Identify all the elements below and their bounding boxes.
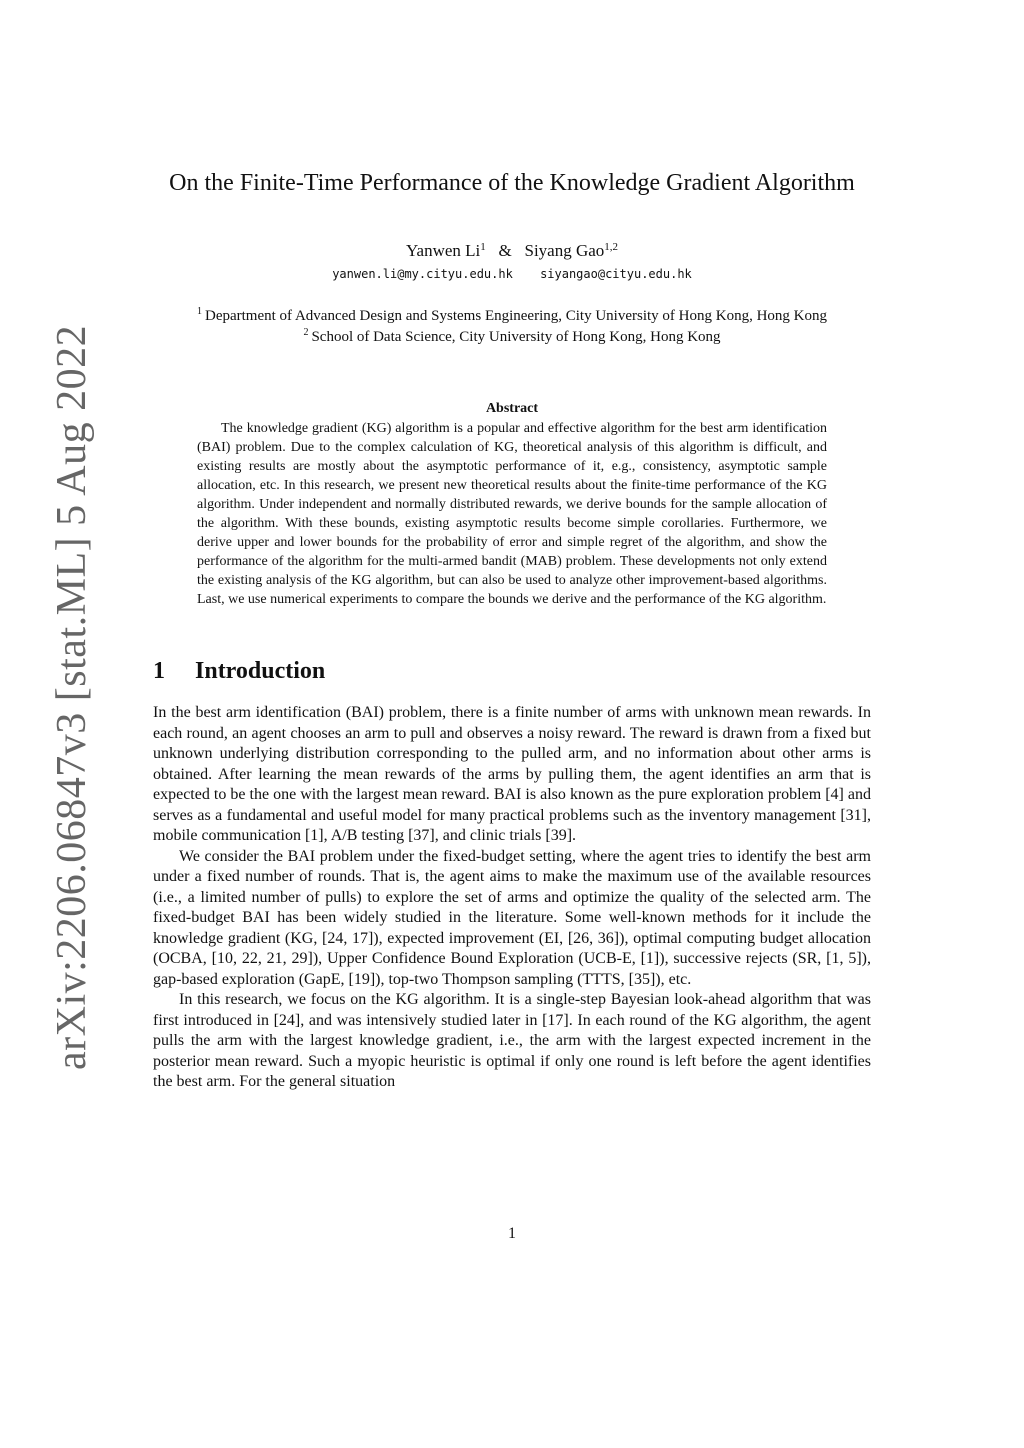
email-link[interactable]: yanwen.li@my.cityu.edu.hk	[332, 267, 513, 281]
affiliation-mark: 2	[303, 327, 309, 338]
affiliation	[153, 306, 871, 327]
abstract-heading: Abstract	[485, 401, 539, 416]
paper-title: On the Finite-Time Performance of the Knowledge Gradient Algorithm	[169, 170, 855, 196]
affiliation	[153, 327, 871, 348]
affiliation-mark: 1	[480, 241, 486, 253]
section-body	[153, 703, 871, 1093]
affiliation-text: Department of Advanced Design and Systems Engineering, City University of Hong Kong, Hong Kong	[205, 308, 827, 324]
author-separator: &	[498, 241, 512, 260]
paragraph: In the best arm identification (BAI) problem, there is a finite number of arms with unknown mean rewards. In each round, an agent chooses an arm to pull and observes a noisy reward. The reward is drawn from a fixed but unknown underlying distribution corresponding to the pulled arm, and no information about other arms is obtained. After learning the mean rewards of the arms by pulling them, the agent identifies an arm that is expected to be the one with the largest mean reward. BAI is also known as the pure exploration problem [4] and serves as a fundamental and useful model for many practical problems such as the inventory management [31], mobile communication [1], A/B testing [37], and clinic trials [39].	[153, 704, 871, 844]
author-name: Yanwen Li	[405, 241, 481, 260]
abstract	[197, 399, 827, 609]
page-number: 1	[508, 1225, 516, 1242]
author-line	[153, 241, 871, 261]
arxiv-identifier: arXiv:2206.06847v3 [stat.ML] 5 Aug 2022	[49, 324, 95, 1070]
paragraph: We consider the BAI problem under the fixed-budget setting, where the agent tries to identify the best arm under a fixed number of rounds. That is, the agent aims to make the maximum use of the available resources (i.e., a limited number of pulls) to explore the set of arms and optimize the quality of the selected arm. The fixed-budget BAI has been widely studied in the literature. Some well-known methods for it include the knowledge gradient (KG, [24, 17]), expected improvement (EI, [26, 36]), optimal computing budget allocation (OCBA, [10, 22, 21, 29]), Upper Confidence Bound Exploration (UCB-E, [1]), successive rejects (SR, [1, 5]), gap-based exploration (GapE, [19]), top-two Thompson sampling (TTTS, [35]), etc.	[153, 847, 871, 988]
affiliations	[153, 306, 871, 348]
abstract-body: The knowledge gradient (KG) algorithm is a popular and effective algorithm for the best arm identification (BAI) problem. Due to the complex calculation of KG, theoretical analysis of this algorithm is difficult, and existing results are mostly about the asymptotic performance of it, e.g., consistency, asymptotic sample allocation, etc. In this research, we present new theoretical results about the finite-time performance of the KG algorithm. Under independent and normally distributed rewards, we derive bounds for the sample allocation of the algorithm. With these bounds, existing asymptotic results become simple corollaries. Furthermore, we derive upper and lower bounds for the probability of error and simple regret of the algorithm, and show the performance of the algorithm for the multi-armed bandit (MAB) problem. These developments not only extend the existing analysis of the KG algorithm, but can also be used to analyze other improvement-based algorithms. Last, we use numerical experiments to compare the bounds we derive and the performance of the KG algorithm.	[197, 421, 827, 607]
affiliation-mark: 1,2	[604, 241, 619, 253]
affiliation-mark: 1	[197, 306, 202, 317]
section-number: 1	[153, 658, 165, 684]
author-name: Siyang Gao	[524, 241, 605, 260]
email-link[interactable]: siyangao@cityu.edu.hk	[540, 267, 692, 281]
author-emails	[153, 267, 871, 281]
section-title: Introduction	[195, 658, 326, 684]
section-heading	[153, 657, 871, 685]
paragraph: In this research, we focus on the KG algorithm. It is a single-step Bayesian look-ahead algorithm that was first introduced in [24], and was intensively studied later in [17]. In each round of the KG algorithm, the agent pulls the arm with the largest knowledge gradient, i.e., the arm with the largest expected increment in the posterior mean reward. Such a myopic heuristic is optimal if only one round is left before the agent identifies the best arm. For the general situation	[153, 991, 871, 1090]
affiliation-text: School of Data Science, City University of Hong Kong, Hong Kong	[311, 329, 721, 345]
paper-page	[153, 170, 871, 1093]
